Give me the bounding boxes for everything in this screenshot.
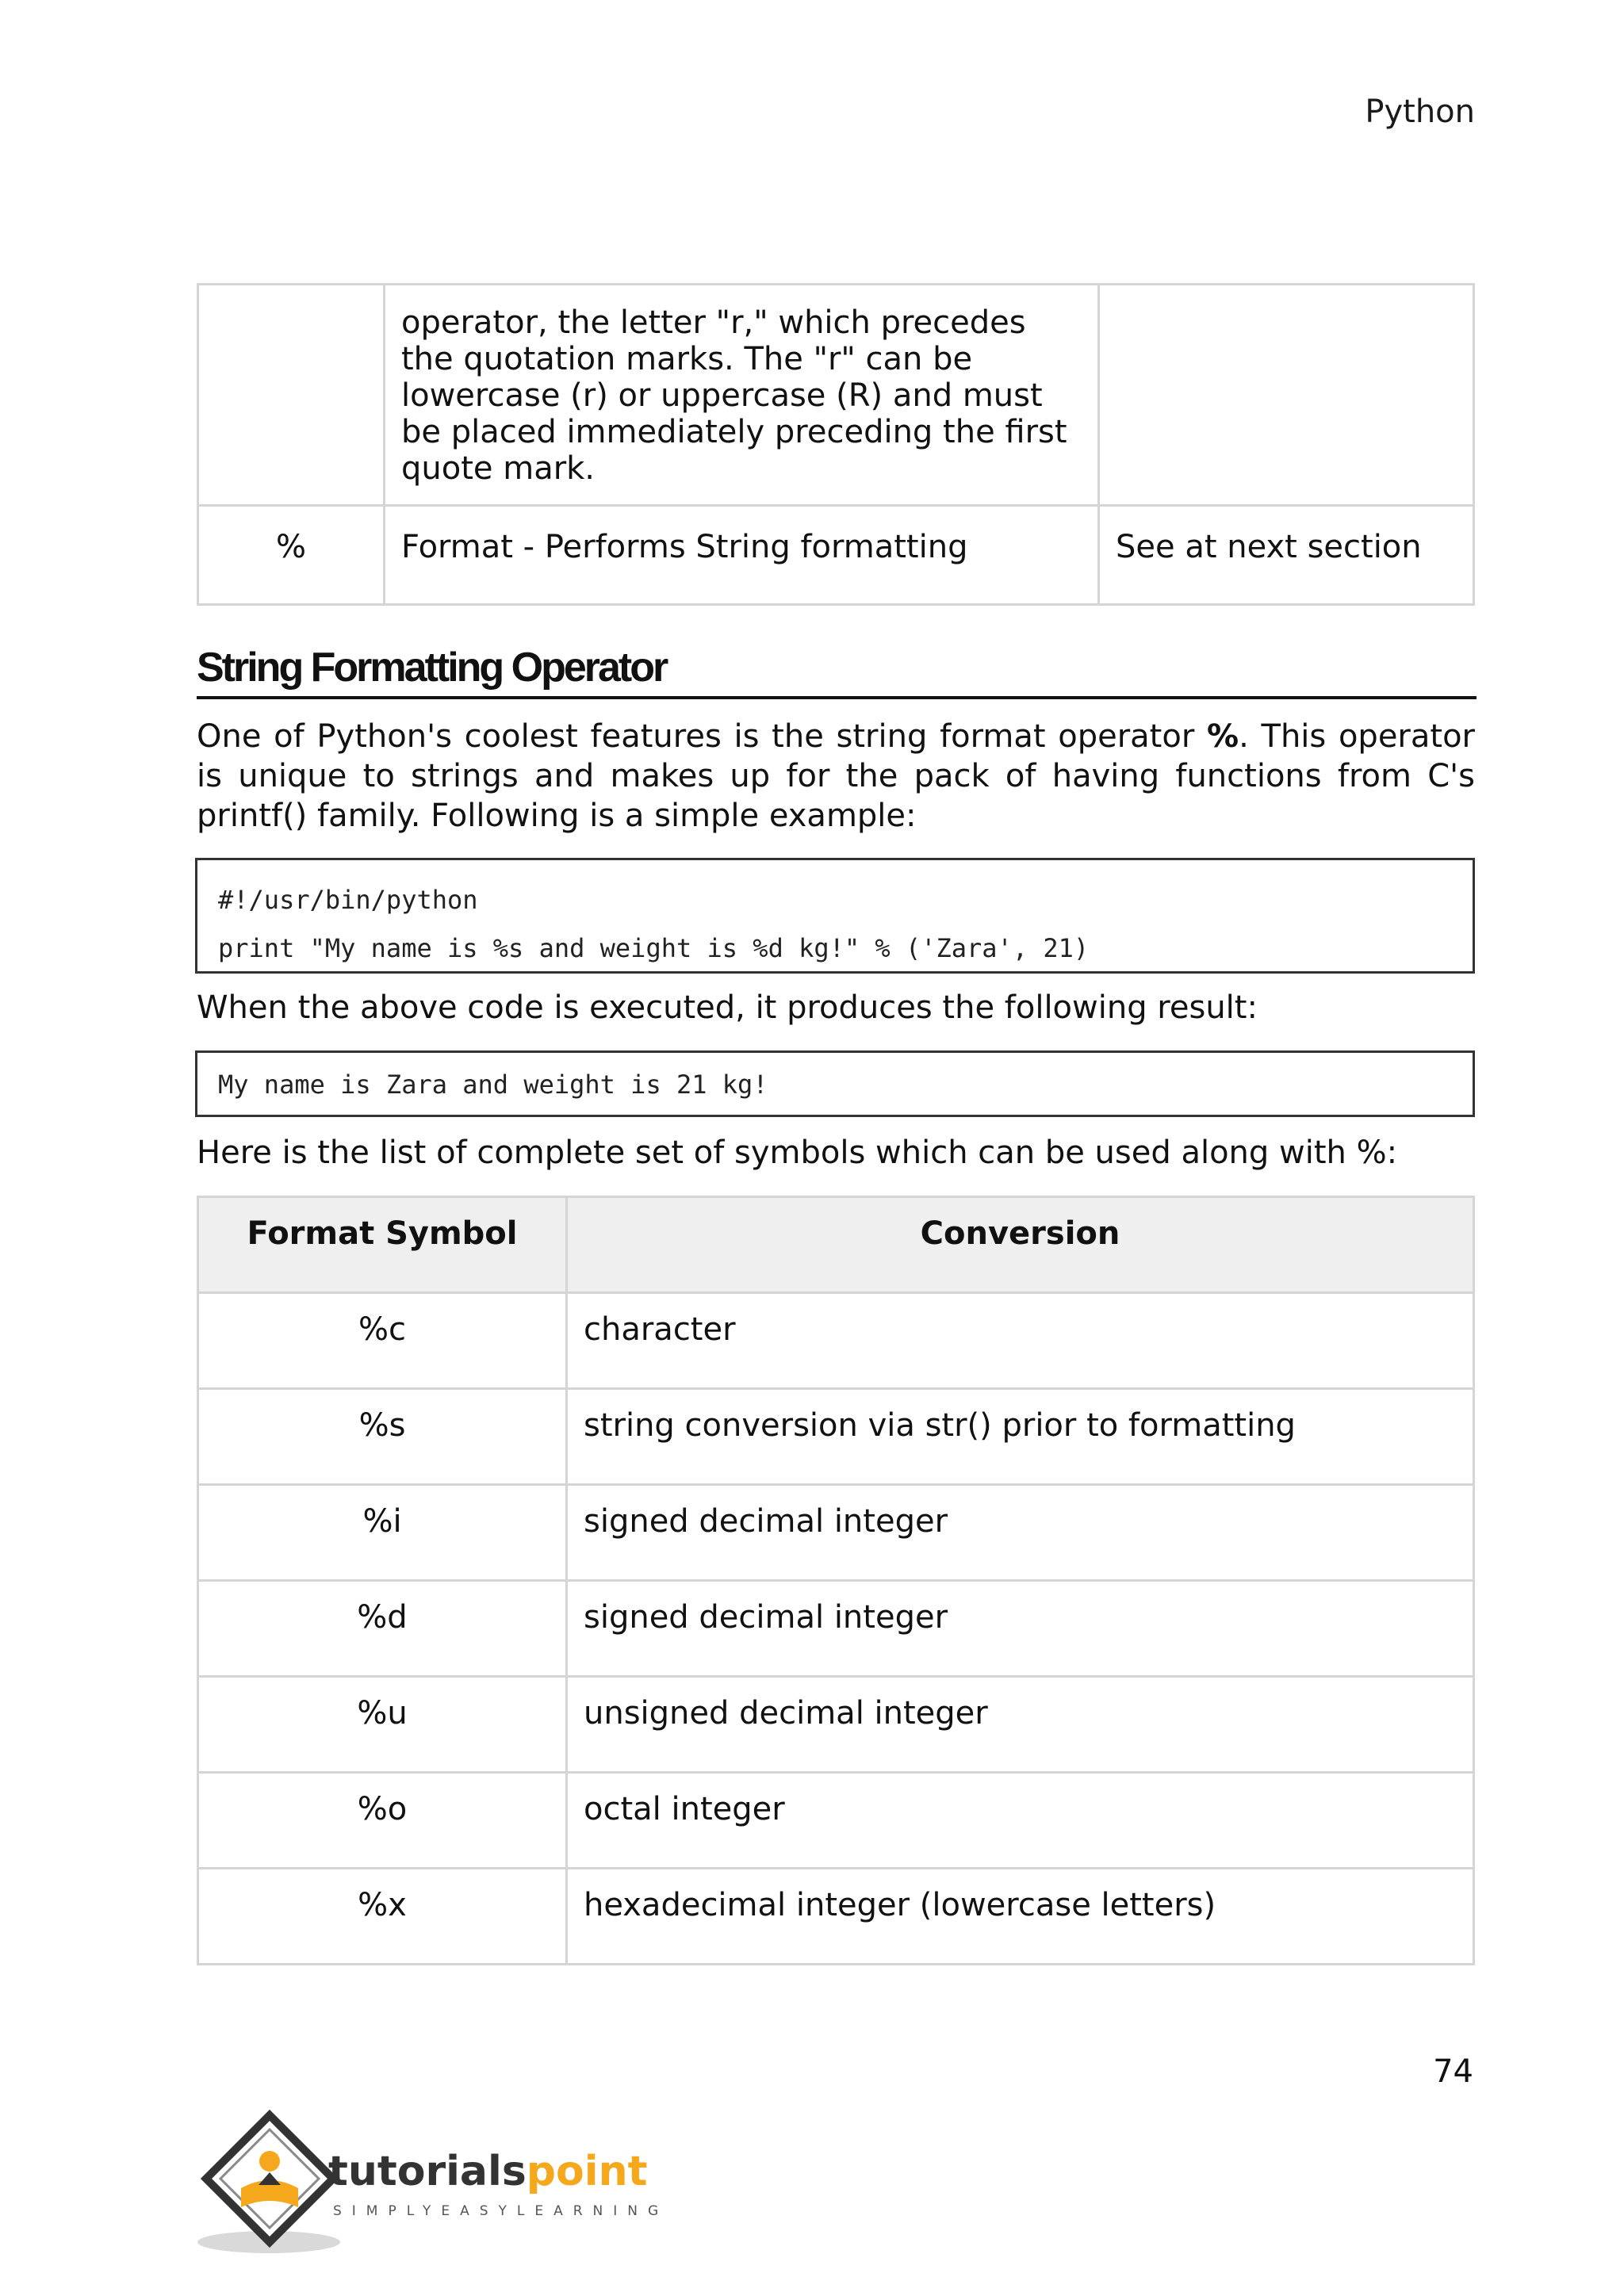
symbol-cell: % [198, 506, 385, 605]
conversion-cell: signed decimal integer [567, 1485, 1474, 1581]
conversion-cell: hexadecimal integer (lowercase letters) [567, 1869, 1474, 1965]
table-row [198, 1293, 1474, 1389]
symbol-cell: %o [198, 1773, 567, 1869]
logo-word-point: point [526, 2148, 648, 2195]
page-number: 74 [1433, 2053, 1473, 2090]
description-cell: Format - Performs String formatting [385, 506, 1099, 605]
table-header-row [198, 1197, 1474, 1293]
symbol-cell: %u [198, 1677, 567, 1773]
table-row [198, 1581, 1474, 1677]
conversion-cell: signed decimal integer [567, 1581, 1474, 1677]
running-header: Python [1365, 94, 1475, 130]
symbol-cell: %c [198, 1293, 567, 1389]
code-line: print "My name is %s and weight is %d kg!" % ('Zara', 21) [218, 933, 1090, 963]
conversion-cell: string conversion via str() prior to formatting [567, 1389, 1474, 1485]
symbol-cell [198, 285, 385, 506]
header-format-symbol: Format Symbol [198, 1197, 567, 1293]
example-cell: See at next section [1099, 506, 1474, 605]
header-conversion: Conversion [567, 1197, 1474, 1293]
table-row [198, 1869, 1474, 1965]
logo-wordmark [328, 2148, 647, 2195]
continued-operator-table [197, 283, 1475, 606]
section-heading: String Formatting Operator [197, 644, 1477, 699]
table-row [198, 1773, 1474, 1869]
intro-text: One of Python's coolest features is the string format operator [197, 718, 1207, 755]
symbol-cell: %i [198, 1485, 567, 1581]
logo-graphic [193, 2109, 701, 2267]
conversion-cell: octal integer [567, 1773, 1474, 1869]
symbol-cell: %x [198, 1869, 567, 1965]
symbol-cell: %d [198, 1581, 567, 1677]
list-intro: Here is the list of complete set of symbols which can be used along with %: [197, 1135, 1398, 1171]
conversion-cell: unsigned decimal integer [567, 1677, 1474, 1773]
logo-word-tutorials: tutorials [328, 2148, 527, 2195]
code-line: #!/usr/bin/python [218, 885, 478, 915]
intro-text-continued: . This operator is unique to strings and makes up for the pack of having functions from C's printf() family. Following is a simple example: [197, 718, 1475, 834]
output-block: My name is Zara and weight is 21 kg! [195, 1050, 1475, 1117]
tutorialspoint-logo [193, 2109, 701, 2271]
table-row [198, 285, 1474, 506]
logo-tagline: SIMPLYEASYLEARNING [333, 2203, 669, 2219]
symbol-cell: %s [198, 1389, 567, 1485]
person-head-icon [259, 2151, 280, 2172]
code-block [195, 858, 1475, 974]
table-row [198, 1485, 1474, 1581]
intro-paragraph [197, 717, 1475, 836]
operator-symbol: % [1207, 718, 1239, 755]
table-row [198, 506, 1474, 605]
table-row [198, 1677, 1474, 1773]
table-row [198, 1389, 1474, 1485]
example-cell [1099, 285, 1474, 506]
conversion-cell: character [567, 1293, 1474, 1389]
result-intro: When the above code is executed, it produces the following result: [197, 989, 1258, 1026]
format-symbol-table [197, 1196, 1475, 1965]
description-cell: operator, the letter "r," which precedes the quotation marks. The "r" can be lowercase (r) or uppercase (R) and must be placed immediately preceding the first quote mark. [385, 285, 1099, 506]
